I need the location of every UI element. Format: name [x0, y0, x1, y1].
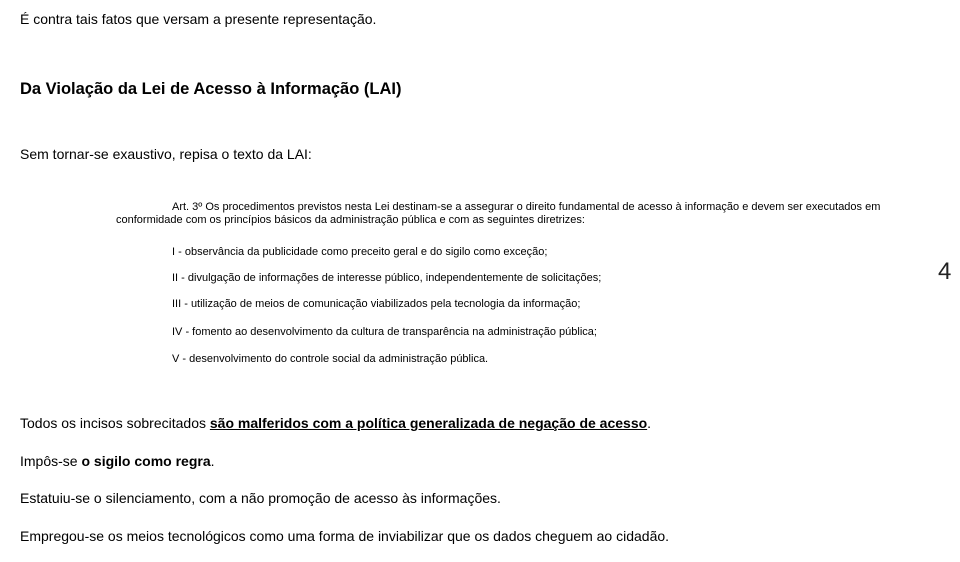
quote-item-5: V - desenvolvimento do controle social da administração pública.	[172, 353, 489, 365]
quote-item-2: II - divulgação de informações de interesse público, independentemente de solicitações;	[172, 272, 602, 284]
paragraph-sigilo-suffix: .	[210, 453, 215, 469]
paragraph-tecnologicos: Empregou-se os meios tecnológicos como uma forma de inviabilizar que os dados cheguem ao cidadão.	[20, 528, 670, 544]
quote-item-1: I - observância da publicidade como preceito geral e do sigilo como exceção;	[172, 246, 548, 258]
paragraph-sigilo	[20, 452, 215, 470]
section-heading: Da Violação da Lei de Acesso à Informação (LAI)	[20, 80, 402, 98]
paragraph-sigilo-emphasis: o sigilo como regra	[81, 453, 211, 469]
article-text: Art. 3º Os procedimentos previstos nesta Lei destinam-se a assegurar o direito fundamental de acesso à informação e devem ser executados em conformidade com os princípios básicos da administração pública e com as seguintes diretrizes:	[116, 201, 881, 226]
law-quote-block	[116, 201, 916, 227]
paragraph-malferidos-suffix: .	[647, 415, 652, 431]
page-number: 4	[938, 258, 952, 285]
lead-paragraph: Sem tornar-se exaustivo, repisa o texto da LAI:	[20, 146, 312, 162]
quote-item-3: III - utilização de meios de comunicação viabilizados pela tecnologia da informação;	[172, 298, 581, 310]
intro-paragraph: É contra tais fatos que versam a presente representação.	[20, 11, 377, 27]
paragraph-sigilo-prefix: Impôs-se	[20, 453, 82, 469]
paragraph-malferidos-emphasis: são malferidos com a política generalizada de negação de acesso	[209, 415, 648, 431]
quote-item-4: IV - fomento ao desenvolvimento da cultura de transparência na administração pública;	[172, 326, 597, 338]
paragraph-malferidos	[20, 414, 651, 432]
paragraph-malferidos-prefix: Todos os incisos sobrecitados	[20, 415, 210, 431]
paragraph-silenciamento: Estatuiu-se o silenciamento, com a não promoção de acesso às informações.	[20, 490, 501, 506]
